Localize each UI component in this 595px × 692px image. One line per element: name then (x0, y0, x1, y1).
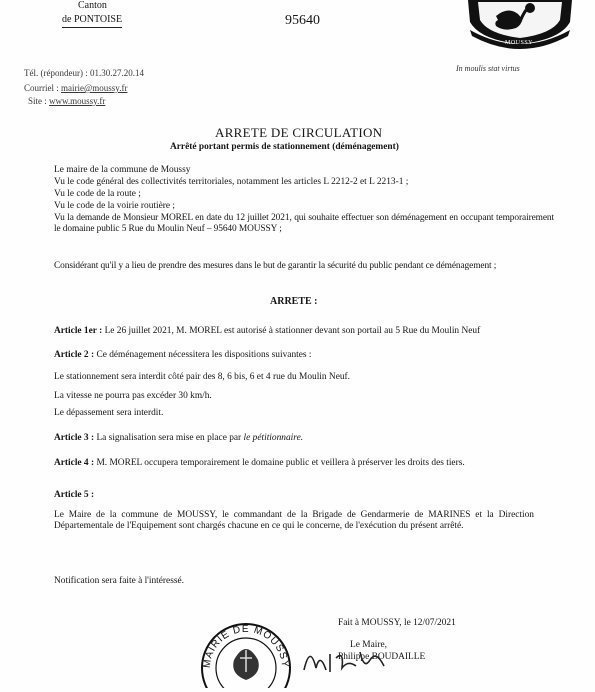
postal-code: 95640 (285, 13, 320, 28)
site-link[interactable]: www.moussy.fr (49, 96, 106, 106)
signature-name: Philippe BOUDAILLE (338, 652, 426, 662)
mairie-stamp (196, 608, 296, 688)
signature-place-date: Fait à MOUSSY, le 12/07/2021 (338, 618, 456, 628)
article-1-label: Article 1er : (54, 326, 103, 336)
article-2-text: Ce déménagement nécessitera les dispositions suivantes : (96, 350, 312, 360)
stamp-seal-icon (196, 608, 296, 688)
article-3-text: La signalisation sera mise en place par (96, 433, 244, 443)
preamble-line-3: Vu le code de la route ; (54, 189, 141, 199)
email-line (24, 83, 127, 94)
email-label: Courriel : (24, 83, 61, 93)
article-3-label: Article 3 : (54, 433, 95, 443)
notification: Notification sera faite à l'intéressé. (54, 576, 185, 586)
document-title: ARRETE DE CIRCULATION (215, 125, 383, 140)
article-4-label: Article 4 : (54, 458, 95, 468)
article-2 (54, 350, 312, 361)
site-label: Site : (28, 96, 50, 106)
article-2-item-1: Le stationnement sera interdit côté pair des 8, 6 bis, 6 et 4 rue du Moulin Neuf. (54, 372, 351, 382)
article-2-item-2: La vitesse ne pourra pas excéder 30 km/h. (54, 391, 212, 401)
article-1 (54, 326, 480, 337)
article-3-emphasis: le pétitionnaire. (243, 433, 304, 443)
preamble-line-1: Le maire de la commune de Moussy (54, 165, 191, 175)
motto: In moulis stat virtus (456, 64, 520, 73)
preamble-line-5: Vu la demande de Monsieur MOREL en date du 12 juillet 2021, qui souhaite effectuer son déménagement en occupant temporairement le domaine public 5 Rue du Moulin Neuf – 95640 MOUSSY ; (54, 213, 554, 235)
coat-of-arms-logo (460, 0, 580, 58)
article-1-text: Le 26 juillet 2021, M. MOREL est autorisé à stationner devant son portail au 5 Rue du Moulin Neuf (104, 326, 481, 336)
email-link[interactable]: mairie@moussy.fr (61, 83, 128, 93)
phone-line: Tél. (répondeur) : 01.30.27.20.14 (24, 68, 144, 78)
article-2-label: Article 2 : (54, 350, 95, 360)
article-2-item-3: Le dépassement sera interdit. (54, 408, 164, 418)
canton-line-1: Canton (78, 0, 107, 11)
handwritten-signature (300, 640, 390, 675)
article-3 (54, 433, 303, 444)
preamble-line-2: Vu le code général des collectivités territoriales, notamment les articles L 2212-2 et L 2213-1 ; (54, 177, 409, 187)
article-4 (54, 458, 465, 469)
shield-swan-icon (460, 0, 580, 58)
article-5-text: Le Maire de la commune de MOUSSY, le commandant de la Brigade de Gendarmerie de MARINES et la Direction Départementale de l'Equipement sont chargés chacune en ce qui le concerne, de l'exécution du présent arrêté. (54, 510, 534, 532)
document-subtitle: Arrêté portant permis de stationnement (déménagement) (170, 142, 399, 152)
svg-text:MAIRIE DE MOUSSY: MAIRIE DE MOUSSY (201, 623, 291, 669)
logo-banner-text: MOUSSY (505, 40, 534, 46)
article-4-text: M. MOREL occupera temporairement le domaine public et veillera à préserver les droits des tiers. (96, 458, 465, 468)
article-5-label-text: Article 5 : (54, 490, 95, 500)
site-line (28, 96, 105, 107)
considering-paragraph: Considérant qu'il y a lieu de prendre des mesures dans le but de garantir la sécurité du public pendant ce déménagement ; (54, 261, 497, 271)
decree-heading: ARRETE : (270, 296, 318, 307)
canton-line-2: de PONTOISE (62, 14, 122, 28)
preamble-line-4: Vu le code de la voirie routière ; (54, 201, 175, 211)
article-5-label (54, 490, 94, 501)
signature-role: Le Maire, (350, 640, 387, 650)
